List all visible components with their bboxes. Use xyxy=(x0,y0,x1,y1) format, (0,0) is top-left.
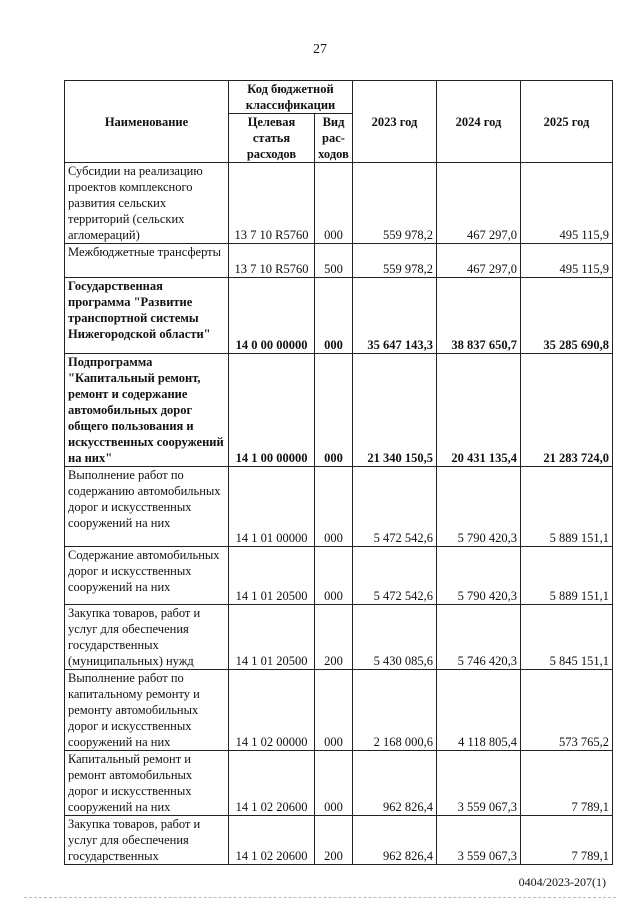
header-2023: 2023 год xyxy=(353,81,437,163)
row-value-2024: 467 297,0 xyxy=(437,244,521,278)
row-value-2025: 573 765,2 xyxy=(521,670,613,751)
row-name: Государственная программа "Развитие транспортной системы Нижегородской области" xyxy=(65,278,229,354)
row-name: Выполнение работ по содержанию автомобильных дорог и искусственных сооружений на них xyxy=(65,467,229,547)
header-target-article: Целевая статья расходов xyxy=(229,114,315,163)
row-value-2025: 7 789,1 xyxy=(521,816,613,865)
row-value-2024: 3 559 067,3 xyxy=(437,816,521,865)
header-name: Наименование xyxy=(65,81,229,163)
row-value-2024: 467 297,0 xyxy=(437,163,521,244)
row-expense-type: 000 xyxy=(315,670,353,751)
row-target-article: 13 7 10 R5760 xyxy=(229,244,315,278)
page-number: 27 xyxy=(313,42,327,57)
table-row xyxy=(65,751,613,816)
row-value-2023: 5 472 542,6 xyxy=(353,547,437,605)
row-value-2025: 495 115,9 xyxy=(521,244,613,278)
header-code-group: Код бюджетной классификации xyxy=(229,81,353,114)
row-name: Капитальный ремонт и ремонт автомобильных дорог и искусственных сооружений на них xyxy=(65,751,229,816)
row-target-article: 14 1 00 00000 xyxy=(229,354,315,467)
row-value-2023: 5 472 542,6 xyxy=(353,467,437,547)
row-name: Закупка товаров, работ и услуг для обеспечения государственных xyxy=(65,816,229,865)
table-row xyxy=(65,605,613,670)
row-value-2023: 21 340 150,5 xyxy=(353,354,437,467)
row-expense-type: 200 xyxy=(315,816,353,865)
row-value-2025: 7 789,1 xyxy=(521,751,613,816)
row-value-2024: 38 837 650,7 xyxy=(437,278,521,354)
table-row xyxy=(65,670,613,751)
header-2024: 2024 год xyxy=(437,81,521,163)
row-name: Межбюджетные трансферты xyxy=(65,244,229,278)
row-expense-type: 500 xyxy=(315,244,353,278)
row-expense-type: 000 xyxy=(315,354,353,467)
table-row xyxy=(65,278,613,354)
row-value-2025: 21 283 724,0 xyxy=(521,354,613,467)
row-target-article: 14 1 01 00000 xyxy=(229,467,315,547)
row-name: Подпрограмма "Капитальный ремонт, ремонт и содержание автомобильных дорог общего пользования и искусственных сооружений на них" xyxy=(65,354,229,467)
row-value-2024: 5 746 420,3 xyxy=(437,605,521,670)
row-expense-type: 000 xyxy=(315,278,353,354)
row-name: Выполнение работ по капитальному ремонту и ремонту автомобильных дорог и искусственных сооружений на них xyxy=(65,670,229,751)
row-expense-type: 000 xyxy=(315,547,353,605)
row-value-2025: 5 889 151,1 xyxy=(521,547,613,605)
row-value-2025: 5 889 151,1 xyxy=(521,467,613,547)
row-expense-type: 000 xyxy=(315,467,353,547)
row-value-2025: 5 845 151,1 xyxy=(521,605,613,670)
row-name: Закупка товаров, работ и услуг для обеспечения государственных (муниципальных) нужд xyxy=(65,605,229,670)
row-name: Субсидии на реализацию проектов комплексного развития сельских территорий (сельских агломераций) xyxy=(65,163,229,244)
budget-table xyxy=(64,80,613,865)
row-value-2023: 5 430 085,6 xyxy=(353,605,437,670)
row-value-2023: 2 168 000,6 xyxy=(353,670,437,751)
row-value-2023: 559 978,2 xyxy=(353,244,437,278)
row-value-2024: 20 431 135,4 xyxy=(437,354,521,467)
row-value-2024: 5 790 420,3 xyxy=(437,467,521,547)
table-row xyxy=(65,816,613,865)
table-row xyxy=(65,354,613,467)
row-value-2025: 495 115,9 xyxy=(521,163,613,244)
row-expense-type: 200 xyxy=(315,605,353,670)
row-target-article: 14 1 02 20600 xyxy=(229,816,315,865)
footer-divider xyxy=(24,897,616,898)
document-id: 0404/2023-207(1) xyxy=(518,875,606,889)
row-target-article: 14 1 01 20500 xyxy=(229,547,315,605)
row-target-article: 13 7 10 R5760 xyxy=(229,163,315,244)
row-name: Содержание автомобильных дорог и искусственных сооружений на них xyxy=(65,547,229,605)
row-target-article: 14 1 02 00000 xyxy=(229,670,315,751)
table-row xyxy=(65,467,613,547)
row-target-article: 14 1 01 20500 xyxy=(229,605,315,670)
row-value-2023: 559 978,2 xyxy=(353,163,437,244)
row-target-article: 14 0 00 00000 xyxy=(229,278,315,354)
row-expense-type: 000 xyxy=(315,751,353,816)
header-expense-type: Вид рас-ходов xyxy=(315,114,353,163)
row-value-2023: 962 826,4 xyxy=(353,751,437,816)
row-value-2023: 962 826,4 xyxy=(353,816,437,865)
header-2025: 2025 год xyxy=(521,81,613,163)
row-value-2024: 4 118 805,4 xyxy=(437,670,521,751)
row-value-2023: 35 647 143,3 xyxy=(353,278,437,354)
table-row xyxy=(65,163,613,244)
row-value-2024: 3 559 067,3 xyxy=(437,751,521,816)
row-expense-type: 000 xyxy=(315,163,353,244)
row-target-article: 14 1 02 20600 xyxy=(229,751,315,816)
table-row xyxy=(65,547,613,605)
row-value-2024: 5 790 420,3 xyxy=(437,547,521,605)
table-row xyxy=(65,244,613,278)
row-value-2025: 35 285 690,8 xyxy=(521,278,613,354)
